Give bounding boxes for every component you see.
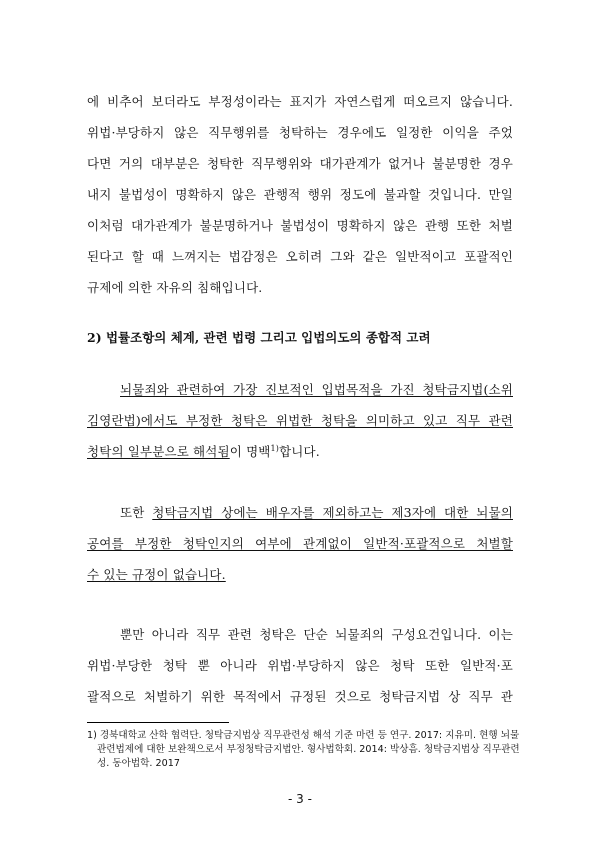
footnote-separator	[87, 722, 229, 723]
paragraph-2-line-3	[87, 444, 513, 460]
paragraph-1-line-6: 된다고 할 때 느껴지는 법감정은 오히려 그와 같은 일반적이고 포괄적인	[87, 249, 513, 264]
paragraph-4-line-3: 괄적으로 처벌하기 위한 목적에서 규정된 것으로 청탁금지법 상 직무 관	[87, 689, 513, 704]
section-heading: 2) 법률조항의 체계, 관련 법령 그리고 입법의도의 종합적 고려	[87, 330, 431, 345]
paragraph-1-line-7: 규제에 의한 자유의 침해입니다.	[87, 280, 263, 295]
paragraph-2-line-3-end: 합니다.	[279, 444, 320, 459]
paragraph-1-line-3: 다면 거의 대부분은 청탁한 직무행위와 대가관계가 없거나 불분명한 경우	[87, 156, 513, 171]
paragraph-3-line-1-underlined: 청탁금지법 상에는 배우자를 제외하고는 제3자에 대한 뇌물의	[152, 505, 513, 520]
paragraph-2-line-1-text: 뇌물죄와 관련하여 가장 진보적인 입법목적을 가진 청탁금지법(소위	[120, 382, 513, 397]
footnote-line-2: 관련법제에 대한 보완책으로서 부정청탁금지법안. 형사법학회. 2014: 박상흠. 청탁금지법상 직무관련	[97, 744, 520, 755]
paragraph-1-line-2: 위법·부당하지 않은 직무행위를 청탁하는 경우에도 일정한 이익을 주었	[87, 125, 513, 140]
paragraph-2-line-3-rest: 이 명백	[229, 444, 271, 459]
paragraph-4-line-2: 위법·부당한 청탁 뿐 아니라 위법·부당하지 않은 청탁 또한 일반적·포	[87, 658, 513, 673]
paragraph-2-line-2	[87, 413, 513, 429]
footnote-reference[interactable]: 1)	[270, 443, 280, 453]
paragraph-2-underlined-phrase: 청탁의 일부분으로 해석됨	[87, 444, 230, 459]
footnote-line-1: 1) 경북대학교 산학 협력단. 청탁금지법상 직무관련성 해석 기준 마련 등 연구. 2017: 지유미. 현행 뇌물	[87, 730, 520, 741]
paragraph-1-line-4: 내지 불법성이 명확하지 않은 관행적 행위 정도에 불과할 것입니다. 만일	[87, 187, 513, 202]
paragraph-3-lead: 또한	[120, 505, 153, 520]
paragraph-3-line-1	[120, 505, 513, 521]
paragraph-3-line-3	[87, 567, 513, 583]
paragraph-2-line-1	[120, 382, 513, 398]
paragraph-3-line-3-text: 수 있는 규정이 없습니다.	[87, 567, 226, 582]
paragraph-1-line-1: 에 비추어 보더라도 부정성이라는 표지가 자연스럽게 떠오르지 않습니다.	[87, 94, 513, 109]
paragraph-2-line-2-text: 김영란법)에서도 부정한 청탁은 위법한 청탁을 의미하고 있고 직무 관련	[87, 413, 513, 428]
page-number: - 3 -	[288, 792, 312, 806]
paragraph-1-line-5: 이처럼 대가관계가 불분명하거나 불법성이 명확하지 않은 관행 또한 처벌	[87, 218, 513, 233]
paragraph-3-line-2	[87, 536, 513, 552]
paragraph-3-line-2-text: 공여를 부정한 청탁인지의 여부에 관계없이 일반적·포괄적으로 처벌할	[87, 536, 513, 551]
paragraph-4-line-1: 뿐만 아니라 직무 관련 청탁은 단순 뇌물죄의 구성요건입니다. 이는	[120, 627, 513, 642]
footnote-line-3: 성. 동아법학. 2017	[97, 758, 180, 769]
